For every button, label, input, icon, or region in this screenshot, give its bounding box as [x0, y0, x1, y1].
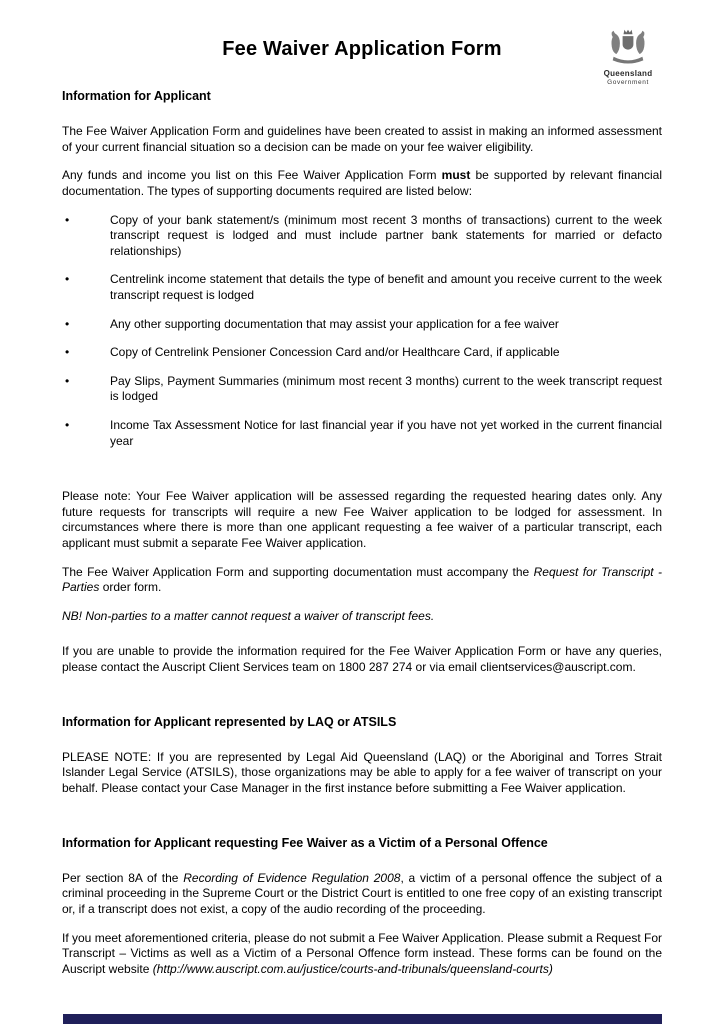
bullet-icon: •	[65, 212, 70, 227]
section-heading-information-for-applicant: Information for Applicant	[62, 89, 211, 103]
supporting-documents-list	[62, 213, 662, 450]
section-heading-laq-atsils: Information for Applicant represented by LAQ or ATSILS	[62, 714, 397, 729]
bullet-icon: •	[65, 345, 70, 360]
text-run: Any funds and income you list on this Fee Waiver Application Form	[62, 168, 442, 183]
list-item-text: Copy of Centrelink Pensioner Concession Card and/or Healthcare Card, if applicable	[110, 345, 560, 360]
text-run-italic-regulation-name: Recording of Evidence Regulation 2008	[183, 870, 401, 885]
text-run: The Fee Waiver Application Form and supporting documentation must accompany the	[62, 564, 534, 579]
text-run-italic-website-url: (http://www.auscript.com.au/justice/courts-and-tribunals/queensland-courts)	[152, 961, 553, 976]
list-item	[62, 213, 662, 260]
para-must-accompany-order-form	[62, 565, 662, 596]
bullet-icon: •	[65, 272, 70, 287]
logo-government-text: Government	[607, 79, 649, 87]
list-item-text: Copy of your bank statement/s (minimum most recent 3 months of transactions) current to the week transcript request is lodged and must include partner bank statements for married or defacto relationships)	[110, 212, 662, 258]
footer-bar	[63, 1014, 662, 1024]
coat-of-arms-icon	[601, 24, 655, 68]
list-item	[62, 374, 662, 405]
para-laq-atsils-note: PLEASE NOTE: If you are represented by Legal Aid Queensland (LAQ) or the Aboriginal and Torres Strait Islander Legal Service (ATSILS), those organizations may be able to apply for a fee waiver of transcript on your behalf. Please contact your Case Manager in the first instance before submitting a Fee Waiver application.	[62, 749, 662, 795]
text-run: If you meet aforementioned criteria, please do not submit a Fee Waiver Application. Please submit a Request For Transcript – Victims as well as a Victim of a Personal Offence form instead. These forms can be found on the Auscript website	[62, 930, 662, 976]
para-victims-forms-instruction	[62, 931, 662, 978]
queensland-government-logo	[595, 24, 661, 88]
para-please-note-assessment: Please note: Your Fee Waiver application will be assessed regarding the requested hearing dates only. Any future requests for transcripts will require a new Fee Waiver application to be lodged for assessment. In circumstances where there is more than one applicant requesting a fee waiver of a particular transcript, each applicant must submit a separate Fee Waiver application.	[62, 489, 662, 550]
logo-queensland-text: Queensland	[603, 69, 653, 78]
section-heading-victim-personal-offence: Information for Applicant requesting Fee Waiver as a Victim of a Personal Offence	[62, 835, 548, 850]
text-run-italic-form-name: Request for Transcript - Parties	[62, 564, 662, 595]
list-item	[62, 317, 662, 333]
list-item-text: Income Tax Assessment Notice for last financial year if you have not yet worked in the current financial year	[110, 417, 662, 448]
para-guidelines-purpose: The Fee Waiver Application Form and guidelines have been created to assist in making an informed assessment of your current financial situation so a decision can be made on your fee waiver eligibility.	[62, 124, 662, 154]
list-item	[62, 345, 662, 361]
text-run: Per section 8A of the	[62, 870, 184, 885]
document-title: Fee Waiver Application Form	[222, 38, 502, 60]
para-contact-client-services: If you are unable to provide the information required for the Fee Waiver Application Form or have any queries, please contact the Auscript Client Services team on 1800 287 274 or via email clientservices@auscript.com.	[62, 644, 662, 674]
text-run: , a victim of a personal offence the subject of a criminal proceeding in the Supreme Court or the District Court is entitled to one free copy of an existing transcript or, if a transcript does not exist, a copy of the audio recording of the proceeding.	[62, 870, 662, 916]
para-funds-income	[62, 168, 662, 199]
para-nb-non-parties: NB! Non-parties to a matter cannot request a waiver of transcript fees.	[62, 608, 435, 623]
para-section-8a-regulation	[62, 871, 662, 918]
text-run: order form.	[99, 580, 162, 595]
list-item-text: Pay Slips, Payment Summaries (minimum most recent 3 months) current to the week transcript request is lodged	[110, 373, 662, 404]
text-run: be supported by relevant financial documentation. The types of supporting documents required are listed below:	[62, 168, 662, 199]
text-run-bold-must: must	[441, 168, 471, 183]
list-item-text: Centrelink income statement that details the type of benefit and amount you receive current to the week transcript request is lodged	[110, 272, 662, 302]
list-item-text: Any other supporting documentation that may assist your application for a fee waiver	[110, 316, 559, 331]
list-item	[62, 418, 662, 449]
list-item	[62, 272, 662, 303]
bullet-icon: •	[65, 417, 70, 432]
bullet-icon: •	[65, 373, 70, 388]
bullet-icon: •	[65, 316, 70, 331]
